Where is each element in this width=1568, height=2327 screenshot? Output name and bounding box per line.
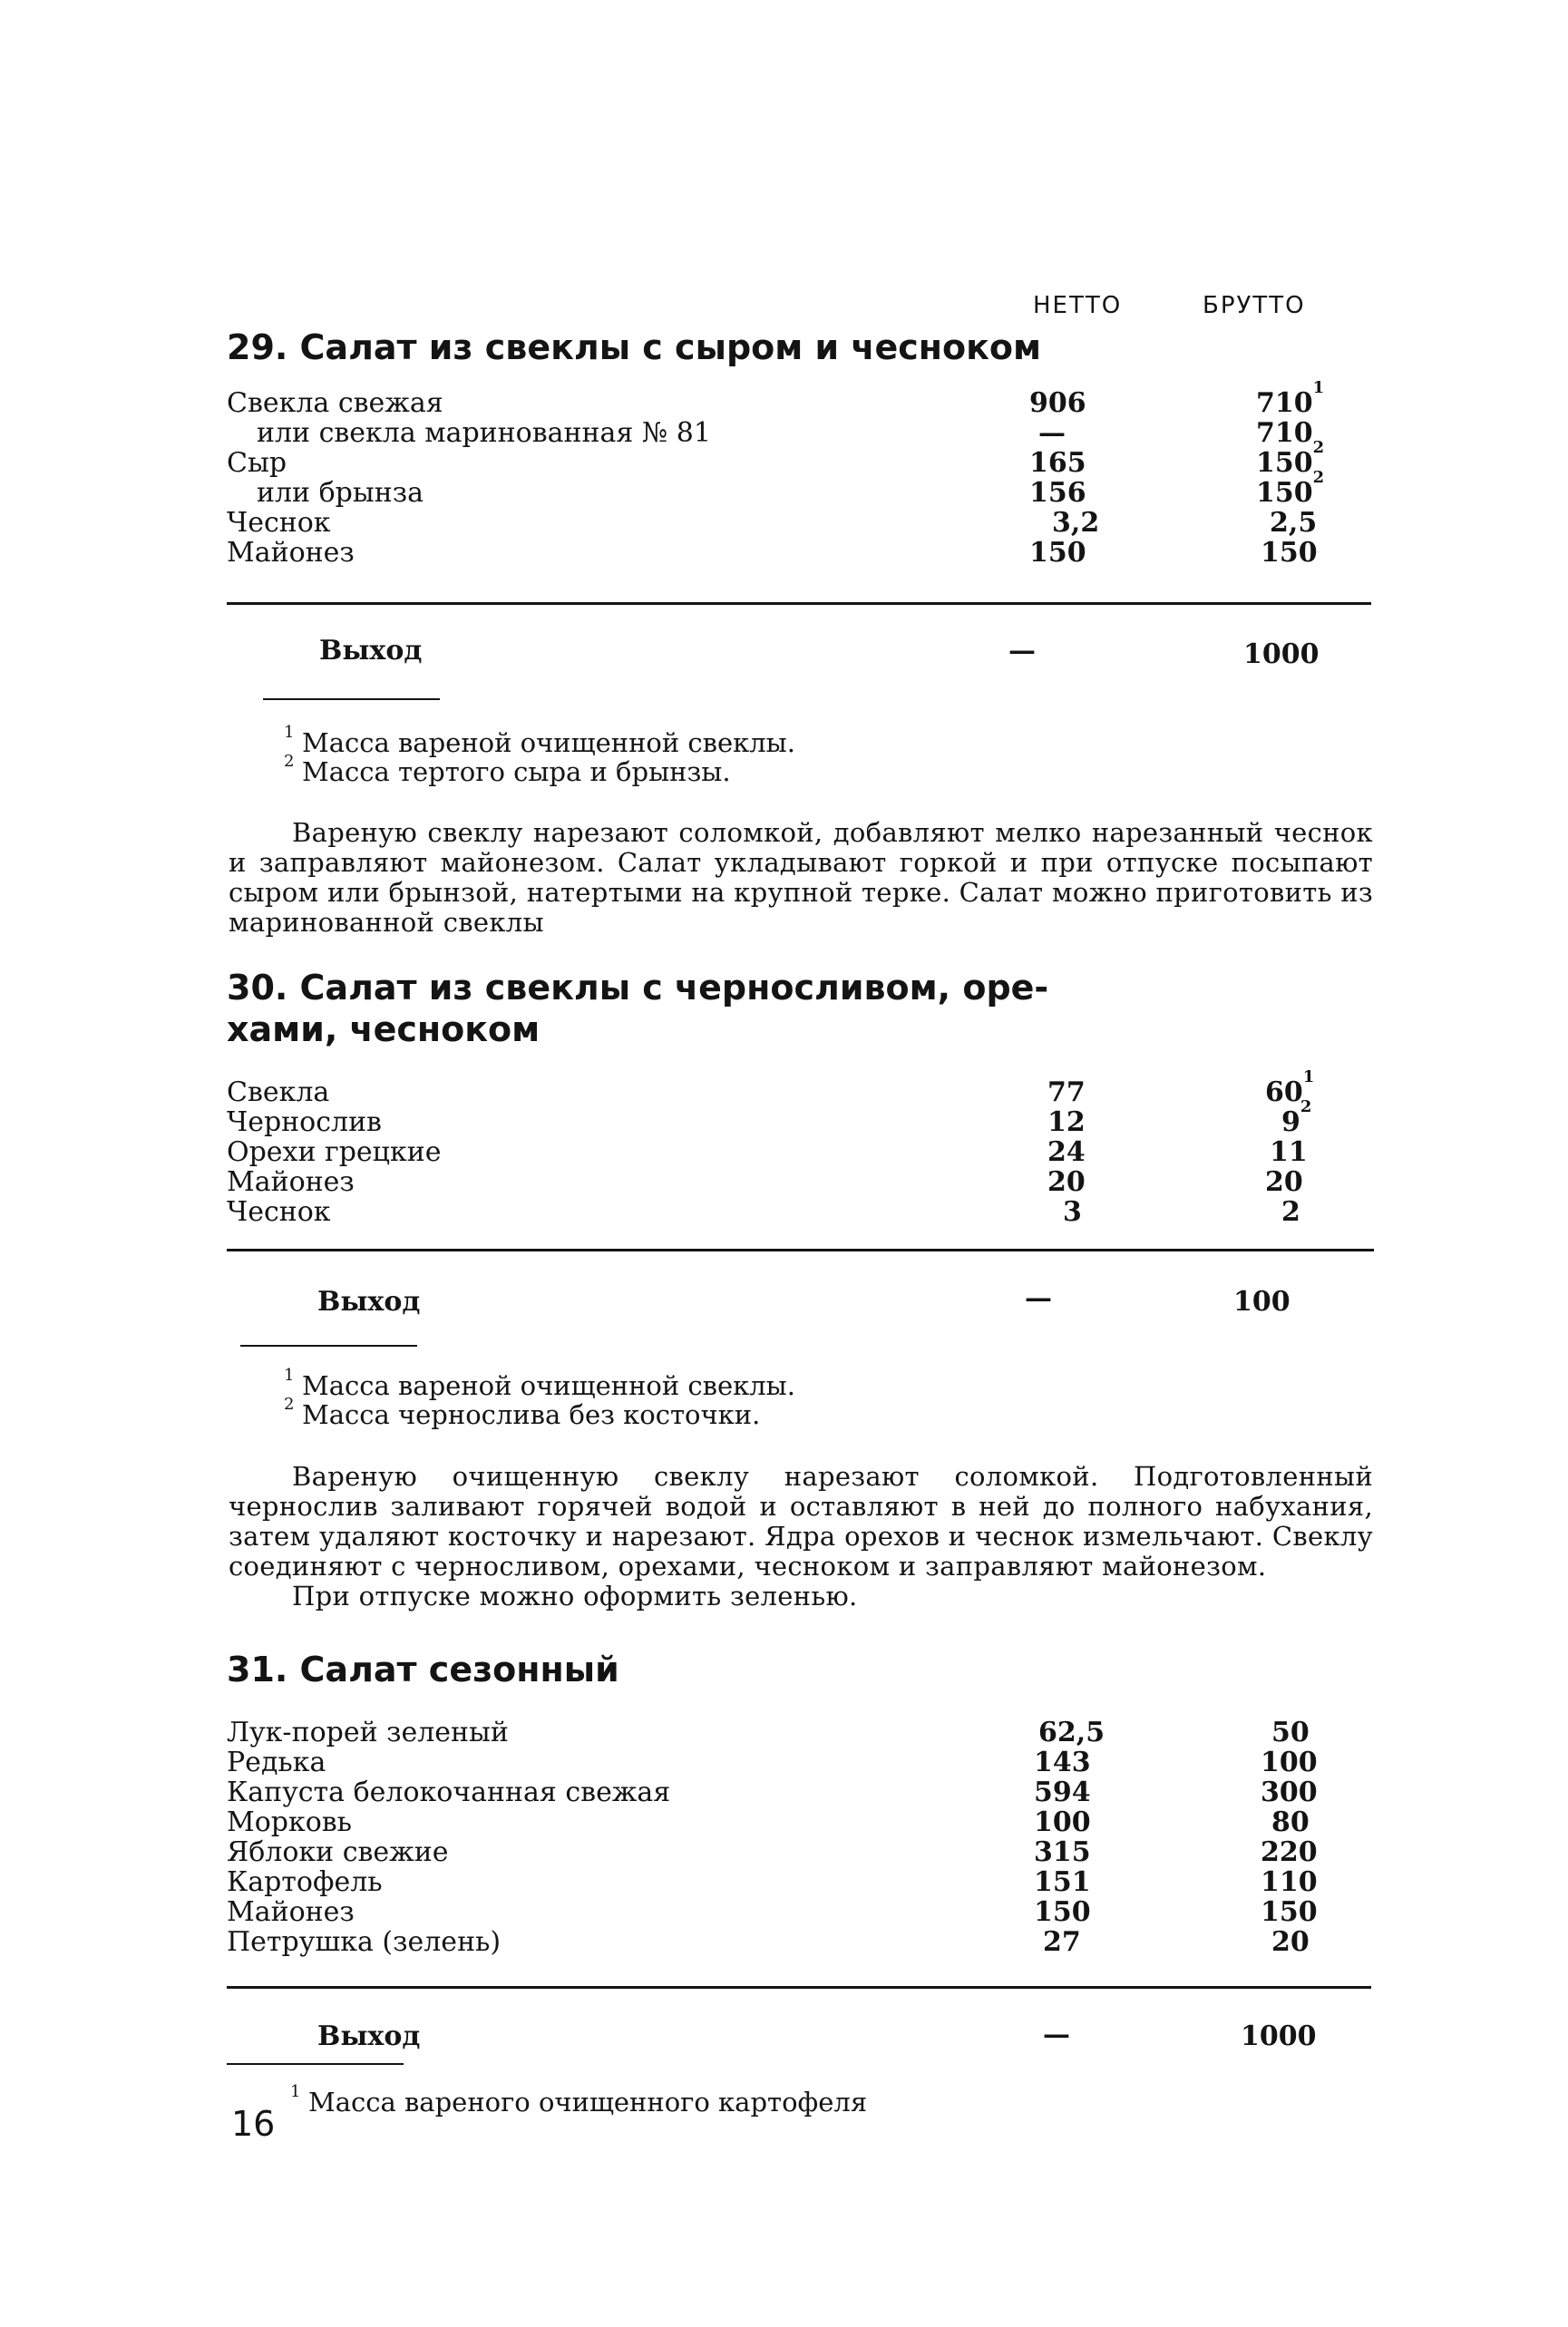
yield-brutto: 1000 <box>1243 638 1320 670</box>
ingredient-row <box>227 1897 1374 1927</box>
ingredient-name: Морковь <box>227 1806 353 1838</box>
recipe-text <box>229 818 1373 938</box>
brutto-value: 2,5 <box>1270 507 1318 539</box>
ingredient-name: или свекла маринованная № 81 <box>257 417 711 449</box>
recipe-29 <box>227 326 1374 568</box>
ingredient-name: Чернослив <box>227 1106 382 1138</box>
ingredient-name: Свекла <box>227 1076 330 1108</box>
ingredient-row <box>227 468 1374 509</box>
ingredient-row <box>227 1137 1374 1167</box>
ingredient-name: Чеснок <box>227 1196 331 1228</box>
netto-value: 24 <box>1047 1136 1086 1168</box>
recipe-title: 29. Салат из свеклы с сыром и чесноком <box>227 327 1042 367</box>
brutto-value: 300 <box>1261 1777 1318 1808</box>
yield-label: Выход <box>317 1286 421 1318</box>
brutto-value: 150 <box>1261 537 1318 569</box>
footnote-mark: 1 <box>1312 378 1325 397</box>
brutto-value: $150^2$ <box>1256 468 1325 509</box>
netto-value: 150 <box>1029 537 1086 569</box>
ingredient-row <box>227 438 1374 479</box>
ingredient-row <box>227 1807 1374 1837</box>
paragraph: Вареную очищенную свеклу нарезают соломкой. Подготовленный чернослив заливают горячей водой и оставляют в ней до полного набухания, затем удаляют косточку и нарезают. Ядра орехов и чеснок измельчают. Свеклу соединяют с черносливом, орехами, чесноком и заправляют майонезом. <box>229 1461 1373 1582</box>
brutto-value: $150^2$ <box>1256 438 1325 479</box>
recipe-text <box>229 1462 1373 1611</box>
ingredient-name: Майонез <box>227 1166 355 1198</box>
paragraph: Вареную свеклу нарезают соломкой, добавляют мелко нарезанный чеснок и заправляют майонезом. Салат укладывают горкой и при отпуске посыпают сыром или брынзой, натертыми на крупной терке. Салат можно приготовить из маринованной свеклы <box>229 817 1373 938</box>
ingredient-name: Свекла свежая <box>227 387 443 419</box>
brutto-value: 50 <box>1271 1717 1310 1748</box>
ingredient-list <box>227 1718 1374 1957</box>
brutto-value: 20 <box>1265 1166 1303 1198</box>
netto-value: 143 <box>1034 1747 1091 1778</box>
table-rule <box>227 1249 1374 1251</box>
brutto-column-header: БРУТТО <box>1203 292 1306 319</box>
ingredient-row <box>227 1067 1374 1108</box>
footnote-mark: 2 <box>1312 468 1325 487</box>
ingredient-row <box>227 418 1374 448</box>
netto-column-header: НЕТТО <box>1033 292 1123 319</box>
table-rule <box>227 602 1371 605</box>
ingredient-row <box>227 1777 1374 1807</box>
yield-brutto: 100 <box>1233 1286 1290 1318</box>
netto-value: 906 <box>1029 387 1086 419</box>
recipe-title: 31. Салат сезонный <box>227 1650 619 1689</box>
netto-value: 151 <box>1034 1866 1091 1898</box>
ingredient-list <box>227 378 1374 569</box>
netto-value: 27 <box>1043 1926 1081 1958</box>
footnote-mark: 1 <box>1302 1067 1315 1086</box>
brutto-value: 710 <box>1256 417 1313 449</box>
footnote-rule <box>263 698 440 700</box>
yield-label: Выход <box>319 635 423 667</box>
ingredient-name: Яблоки свежие <box>227 1836 449 1868</box>
table-rule <box>227 1986 1371 1989</box>
netto-value: 20 <box>1047 1166 1086 1198</box>
ingredient-name: Орехи грецкие <box>227 1136 442 1168</box>
ingredient-name: или брынза <box>257 477 424 509</box>
footnotes <box>284 1366 795 1430</box>
paragraph: При отпуске можно оформить зеленью. <box>292 1581 858 1611</box>
footnote: 2 Масса тертого сыра и брынзы. <box>284 752 731 787</box>
brutto-value: 150 <box>1261 1896 1318 1928</box>
recipe-31 <box>227 1649 1374 1957</box>
brutto-value: 2 <box>1281 1196 1300 1228</box>
ingredient-name: Сыр <box>227 447 287 479</box>
brutto-value: 220 <box>1261 1836 1318 1868</box>
netto-value: 77 <box>1047 1076 1086 1108</box>
brutto-value: 110 <box>1261 1866 1318 1898</box>
recipe-30 <box>227 967 1374 1227</box>
netto-value: — <box>1038 417 1066 449</box>
ingredient-row <box>227 1867 1374 1897</box>
ingredient-list <box>227 1067 1374 1228</box>
ingredient-name: Картофель <box>227 1866 383 1898</box>
page-number: 16 <box>231 2104 276 2144</box>
footnotes <box>284 723 795 787</box>
brutto-value: $9^2$ <box>1281 1097 1312 1138</box>
recipe-title: 30. Салат из свеклы с черносливом, оре- хами, чесноком <box>227 968 1049 1049</box>
ingredient-name: Майонез <box>227 1896 355 1928</box>
yield-netto: — <box>1025 1282 1052 1314</box>
ingredient-row <box>227 1927 1374 1957</box>
footnote: 1 Масса вареной очищенной свеклы. <box>284 723 795 758</box>
ingredient-name: Капуста белокочанная свежая <box>227 1777 671 1808</box>
brutto-value: $60^1$ <box>1265 1067 1315 1108</box>
netto-value: 150 <box>1034 1896 1091 1928</box>
netto-value: 12 <box>1047 1106 1086 1138</box>
ingredient-row <box>227 1167 1374 1197</box>
ingredient-name: Петрушка (зелень) <box>227 1926 502 1958</box>
brutto-value: $710^1$ <box>1256 378 1325 419</box>
netto-value: 3,2 <box>1052 507 1100 539</box>
footnote: 1 Масса вареного очищенного картофеля <box>290 2082 868 2118</box>
footnote-mark: 2 <box>1300 1097 1312 1116</box>
yield-netto: — <box>1008 635 1036 667</box>
yield-label: Выход <box>317 2020 421 2052</box>
ingredient-name: Майонез <box>227 537 355 569</box>
ingredient-row <box>227 538 1374 568</box>
netto-value: 62,5 <box>1038 1717 1105 1748</box>
footnote: 1 Масса вареной очищенной свеклы. <box>284 1366 795 1401</box>
ingredient-row <box>227 508 1374 538</box>
ingredient-row <box>227 1097 1374 1138</box>
ingredient-row <box>227 1197 1374 1227</box>
netto-value: 315 <box>1034 1836 1091 1868</box>
brutto-value: 20 <box>1271 1926 1310 1958</box>
footnote-mark: 2 <box>1312 438 1325 457</box>
netto-value: 3 <box>1063 1196 1082 1228</box>
ingredient-row <box>227 1718 1374 1748</box>
ingredient-row <box>227 378 1374 419</box>
netto-value: 156 <box>1029 477 1086 509</box>
ingredient-name: Редька <box>227 1747 326 1778</box>
footnotes <box>290 2051 867 2117</box>
footnote: 2 Масса чернослива без косточки. <box>284 1395 761 1430</box>
netto-value: 594 <box>1034 1777 1091 1808</box>
ingredient-row <box>227 1837 1374 1867</box>
brutto-value: 80 <box>1271 1806 1310 1838</box>
netto-value: 165 <box>1029 447 1086 479</box>
brutto-value: 100 <box>1261 1747 1318 1778</box>
brutto-value: 11 <box>1270 1136 1308 1168</box>
yield-brutto: 1000 <box>1241 2020 1317 2052</box>
ingredient-name: Чеснок <box>227 507 331 539</box>
yield-netto: — <box>1043 2019 1070 2050</box>
ingredient-name: Лук-порей зеленый <box>227 1717 509 1748</box>
ingredient-row <box>227 1748 1374 1777</box>
netto-value: 100 <box>1034 1806 1091 1838</box>
footnote-rule <box>240 1345 417 1347</box>
